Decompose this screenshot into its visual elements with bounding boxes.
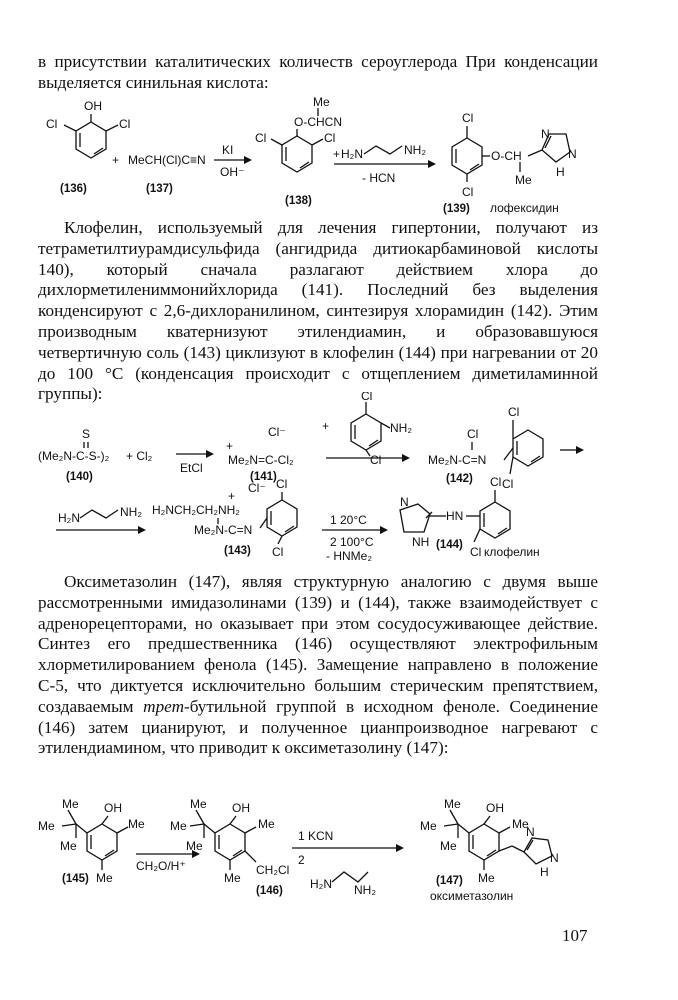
svg-text:KI: KI: [222, 143, 234, 157]
reaction-arrow-4: [326, 454, 410, 462]
svg-text:N: N: [526, 825, 535, 839]
svg-text:Cl: Cl: [462, 111, 474, 125]
paragraph-oxymetazoline: Оксиметазолин (147), являя структурную аналогию с двумя выше рассмотренными имидазолинами (139) и (144), также взаимодействует с адренорецепторами, но оказывает при этом сосудосуживающее действие. Синтез его предшественника (146) осуществляют электрофильным хлорметилированием фенола (145). Замещение направлено в положение С-5, что диктуется исключительно большим стерическим препятствием, создаваемым трет-бутильной группой в исходном феноле. Соединение (146) затем цианируют, и полученное цианпроизводное нагревают с этилендиамином, что приводит к оксиметазолину (147):: [38, 572, 598, 758]
svg-text:Me: Me: [512, 817, 529, 831]
reagent-ethylenediamine: [56, 505, 146, 534]
svg-text:(Me₂N-C-S-)₂: (Me₂N-C-S-)₂: [38, 449, 110, 463]
svg-text:Me: Me: [186, 839, 203, 853]
svg-text:+: +: [112, 153, 120, 167]
svg-text:Cl: Cl: [470, 545, 482, 559]
svg-text:Me: Me: [478, 871, 495, 885]
paragraph-intro: в присутствии каталитических количеств сероуглерода При конденсации выделяется синильная кислота:: [38, 52, 598, 92]
svg-text:(136): (136): [60, 183, 87, 195]
svg-text:OH: OH: [104, 801, 122, 815]
svg-text:NH₂: NH₂: [404, 143, 426, 157]
svg-text:+: +: [322, 419, 330, 433]
svg-text:+: +: [226, 439, 234, 453]
svg-text:O-CH: O-CH: [491, 149, 522, 163]
svg-text:Me₂N-C=N: Me₂N-C=N: [428, 453, 487, 467]
svg-text:Me: Me: [60, 839, 77, 853]
svg-text:Me: Me: [440, 839, 457, 853]
svg-text:(146): (146): [256, 885, 283, 897]
svg-text:Cl: Cl: [361, 392, 373, 403]
structure-141: [226, 425, 294, 483]
svg-text:Me₂N=C-Cl₂: Me₂N=C-Cl₂: [228, 453, 294, 467]
svg-text:Me: Me: [224, 871, 241, 885]
svg-text:Cl: Cl: [276, 477, 288, 491]
svg-text:(139): (139): [443, 203, 470, 215]
svg-text:- HNMe₂: - HNMe₂: [326, 549, 372, 563]
svg-text:Me: Me: [38, 819, 55, 833]
svg-text:Cl⁻: Cl⁻: [268, 425, 286, 439]
svg-text:Me: Me: [62, 797, 79, 811]
svg-text:N: N: [568, 147, 577, 161]
svg-text:(142): (142): [446, 473, 473, 485]
svg-text:2: 2: [298, 853, 305, 867]
svg-text:OH: OH: [232, 801, 250, 815]
reaction-arrow-2: [333, 143, 436, 185]
structure-147: [420, 797, 559, 903]
svg-text:клофелин: клофелин: [484, 545, 540, 559]
svg-text:+: +: [228, 489, 236, 503]
svg-text:(143): (143): [224, 545, 251, 557]
reaction-arrow-5: [322, 513, 388, 563]
svg-text:Cl: Cl: [255, 131, 267, 145]
scheme-clofelin: [0, 392, 678, 568]
svg-text:HN: HN: [446, 509, 464, 523]
svg-text:Me: Me: [313, 95, 330, 109]
svg-text:Me: Me: [190, 797, 207, 811]
svg-text:Cl: Cl: [462, 185, 474, 199]
structure-139: [443, 111, 577, 215]
svg-text:N: N: [541, 127, 550, 141]
svg-text:Cl: Cl: [272, 545, 284, 559]
structure-138: [255, 95, 342, 207]
svg-text:H₂NCH₂CH₂NH₂: H₂NCH₂CH₂NH₂: [152, 503, 240, 517]
structure-136: [46, 99, 130, 195]
structure-143: [152, 477, 297, 559]
svg-text:EtCl: EtCl: [180, 461, 203, 475]
svg-text:OH: OH: [486, 801, 504, 815]
reagent-dichloroaniline: [322, 392, 412, 467]
svg-text:H₂N: H₂N: [310, 877, 332, 891]
svg-text:Cl: Cl: [46, 117, 58, 131]
svg-text:(144): (144): [436, 539, 463, 551]
svg-text:Me: Me: [420, 819, 437, 833]
svg-text:H₂N: H₂N: [58, 511, 80, 525]
svg-text:(147): (147): [436, 875, 463, 887]
svg-text:+: +: [333, 147, 341, 161]
svg-text:N: N: [550, 851, 559, 865]
svg-text:NH₂: NH₂: [390, 421, 412, 435]
structure-145: [38, 797, 145, 885]
svg-text:Cl: Cl: [508, 405, 520, 419]
scheme-oxymetazoline: [0, 796, 678, 916]
svg-text:Cl: Cl: [490, 475, 502, 489]
svg-text:Me: Me: [515, 173, 532, 187]
svg-text:Me: Me: [444, 797, 461, 811]
svg-text:NH₂: NH₂: [120, 505, 142, 519]
svg-text:Cl⁻: Cl⁻: [248, 481, 266, 495]
svg-text:O-CHCN: O-CHCN: [294, 115, 342, 129]
page-number: 107: [562, 926, 588, 945]
svg-text:оксиметазолин: оксиметазолин: [430, 889, 514, 903]
svg-text:H: H: [540, 865, 549, 879]
structure-142: [428, 405, 584, 491]
svg-text:OH⁻: OH⁻: [220, 165, 245, 179]
svg-text:Me: Me: [128, 817, 145, 831]
svg-text:H₂N: H₂N: [341, 147, 363, 161]
svg-text:Me₂N-C=N: Me₂N-C=N: [194, 523, 253, 537]
svg-text:OH: OH: [84, 99, 102, 113]
svg-text:NH: NH: [412, 535, 430, 549]
svg-text:- HCN: - HCN: [362, 171, 396, 185]
svg-text:(138): (138): [285, 195, 312, 207]
svg-text:2 100°C: 2 100°C: [330, 535, 374, 549]
svg-text:Me: Me: [258, 817, 275, 831]
reaction-arrow-7: [292, 829, 404, 897]
reagent-137: MeCH(Cl)C≡N: [128, 153, 206, 167]
svg-text:1 20°C: 1 20°C: [330, 513, 367, 527]
svg-text:Cl: Cl: [467, 427, 479, 441]
structure-146: [170, 797, 289, 897]
scheme-lofexidine: [0, 92, 678, 220]
svg-text:(141): (141): [250, 471, 277, 483]
svg-text:NH₂: NH₂: [354, 883, 376, 897]
svg-text:CH₂O/H⁺: CH₂O/H⁺: [136, 859, 186, 873]
reaction-arrow-1: [214, 143, 252, 179]
structure-144: [400, 475, 540, 559]
svg-text:Cl: Cl: [502, 477, 514, 491]
svg-text:Cl: Cl: [324, 131, 336, 145]
svg-text:CH₂Cl: CH₂Cl: [256, 863, 290, 877]
svg-text:1 KCN: 1 KCN: [298, 829, 334, 843]
svg-text:Me: Me: [170, 819, 187, 833]
reaction-arrow-3: [176, 450, 214, 475]
svg-text:Cl: Cl: [370, 453, 382, 467]
svg-text:H: H: [556, 165, 565, 179]
svg-text:Cl: Cl: [119, 117, 131, 131]
svg-text:(140): (140): [66, 471, 93, 483]
svg-text:(137): (137): [146, 183, 173, 195]
svg-text:N: N: [400, 495, 409, 509]
svg-text:Me: Me: [96, 871, 113, 885]
paragraph-clofelin: Клофелин, используемый для лечения гипертонии, получают из тетраметилтиурамдисульфида (ангидрида дитиокарбаминовой кислоты 140), который сначала разлагают действием хлора до дихлорметилениммонийхлорида (141). Последний без выделения конденсируют с 2,6-дихлоранилином, синтезируя хлорамидин (142). Этим производным кватернизуют этилендиамин, и образовавшуюся четвертичную соль (143) циклизуют в клофелин (144) при нагревании от 20 до 100 °С (конденсация происходит с отщеплением диметиламинной группы):: [38, 218, 598, 404]
reaction-arrow-6: [136, 850, 200, 873]
svg-text:лофексидин: лофексидин: [490, 201, 559, 215]
structure-140: [38, 427, 110, 483]
svg-text:+ Cl₂: + Cl₂: [126, 449, 153, 463]
svg-text:(145): (145): [62, 873, 89, 885]
svg-text:S: S: [82, 427, 91, 441]
